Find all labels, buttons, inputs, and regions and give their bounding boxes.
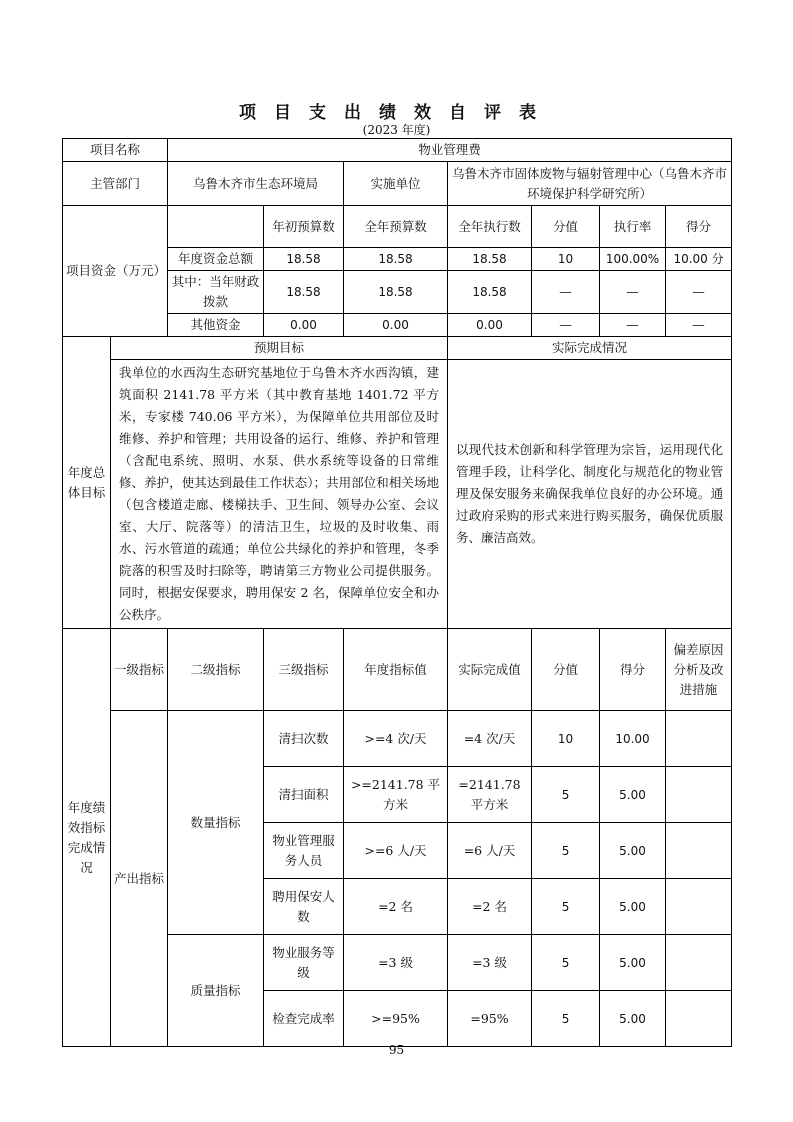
project-name-value: 物业管理费 [168, 139, 732, 162]
level2-indicator: 数量指标 [168, 711, 264, 935]
indicator-actual: =2141.78 平方米 [448, 767, 532, 823]
document-year: (2023 年度) [362, 123, 431, 137]
funds-cell: 0.00 [344, 314, 448, 337]
funds-row-label: 其他资金 [168, 314, 264, 337]
funds-header-blank [168, 206, 264, 248]
funds-cell: 18.58 [264, 271, 344, 314]
indicator-target: =2 名 [344, 879, 448, 935]
indicator-deviation [666, 767, 732, 823]
funds-cell: — [600, 314, 666, 337]
indicator-deviation [666, 991, 732, 1047]
funds-cell: 18.58 [264, 248, 344, 271]
funds-header: 分值 [532, 206, 600, 248]
document-title: 项目支出绩效自评表 [239, 103, 554, 123]
indicator-score: 5.00 [600, 767, 666, 823]
impl-label: 实施单位 [344, 162, 448, 206]
indicator-score-value: 5 [532, 823, 600, 879]
indicator-actual: =95% [448, 991, 532, 1047]
indicator-deviation [666, 935, 732, 991]
impl-value: 乌鲁木齐市固体废物与辐射管理中心（乌鲁木齐市环境保护科学研究所） [448, 162, 732, 206]
indicator-header: 二级指标 [168, 629, 264, 711]
indicator-target: >=95% [344, 991, 448, 1047]
funds-cell: — [532, 314, 600, 337]
indicator-target: >=4 次/天 [344, 711, 448, 767]
indicator-target: >=6 人/天 [344, 823, 448, 879]
indicator-score-value: 5 [532, 879, 600, 935]
indicator-actual: =3 级 [448, 935, 532, 991]
indicator-section-label: 年度绩效指标完成情况 [63, 629, 111, 1047]
funds-header: 年初预算数 [264, 206, 344, 248]
performance-table [62, 138, 732, 1047]
funds-cell: — [666, 314, 732, 337]
indicator-score: 5.00 [600, 991, 666, 1047]
level2-indicator: 质量指标 [168, 935, 264, 1047]
indicator-target: >=2141.78 平方米 [344, 767, 448, 823]
level3-indicator: 物业服务等级 [264, 935, 344, 991]
project-name-label: 项目名称 [63, 139, 168, 162]
indicator-header: 偏差原因分析及改进措施 [666, 629, 732, 711]
dept-value: 乌鲁木齐市生态环境局 [168, 162, 344, 206]
expected-goal-text: 我单位的水西沟生态研究基地位于乌鲁木齐水西沟镇，建筑面积 2141.78 平方米（其中教育基地 1401.72 平方米，专家楼 740.06 平方米），为保障单位共用部位及时维修、养护和管理；共用设备的运行、维修、养护和管理（含配电系统、照明、水泵、供水系统等设备的日常维修、养护，使其达到最佳工作状态）；共用部位和相关场地（包含楼道走廊、楼梯扶手、卫生间、领导办公室、会议室、大厅、院落等）的清洁卫生，垃圾的及时收集、雨水、污水管道的疏通；单位公共绿化的养护和管理，冬季院落的积雪及时扫除等，聘请第三方物业公司提供服务。同时，根据安保要求，聘用保安 2 名，保障单位安全和办公秩序。 [111, 360, 448, 629]
actual-completion-text: 以现代技术创新和科学管理为宗旨，运用现代化管理手段，让科学化、制度化与规范化的物业管理及保安服务来确保我单位良好的办公环境。通过政府采购的形式来进行购买服务，确保优质服务、廉洁高效。 [448, 360, 732, 629]
funds-cell: 18.58 [448, 271, 532, 314]
funds-cell: 18.58 [448, 248, 532, 271]
indicator-actual: =4 次/天 [448, 711, 532, 767]
funds-cell: 18.58 [344, 248, 448, 271]
level3-indicator: 清扫次数 [264, 711, 344, 767]
indicator-score: 5.00 [600, 935, 666, 991]
page-number: 95 [388, 1043, 405, 1057]
indicator-deviation [666, 823, 732, 879]
indicator-header: 年度指标值 [344, 629, 448, 711]
indicator-score-value: 5 [532, 935, 600, 991]
funds-cell: 0.00 [448, 314, 532, 337]
funds-header: 执行率 [600, 206, 666, 248]
level1-indicator: 产出指标 [111, 711, 168, 1047]
indicator-target: =3 级 [344, 935, 448, 991]
indicator-deviation [666, 711, 732, 767]
indicator-header: 分值 [532, 629, 600, 711]
indicator-header: 三级指标 [264, 629, 344, 711]
indicator-score-value: 10 [532, 711, 600, 767]
level3-indicator: 物业管理服务人员 [264, 823, 344, 879]
funds-header: 得分 [666, 206, 732, 248]
funds-cell: 100.00% [600, 248, 666, 271]
indicator-score: 5.00 [600, 823, 666, 879]
funds-cell: — [532, 271, 600, 314]
indicator-score: 5.00 [600, 879, 666, 935]
funds-row-label: 年度资金总额 [168, 248, 264, 271]
funds-header: 全年执行数 [448, 206, 532, 248]
funds-row-label: 其中：当年财政拨款 [168, 271, 264, 314]
funds-cell: 0.00 [264, 314, 344, 337]
funds-cell: — [666, 271, 732, 314]
indicator-score-value: 5 [532, 991, 600, 1047]
indicator-actual: =6 人/天 [448, 823, 532, 879]
funds-label: 项目资金（万元） [63, 206, 168, 337]
dept-label: 主管部门 [63, 162, 168, 206]
indicator-header: 一级指标 [111, 629, 168, 711]
goals-label: 年度总体目标 [63, 337, 111, 629]
indicator-deviation [666, 879, 732, 935]
funds-cell: 18.58 [344, 271, 448, 314]
level3-indicator: 聘用保安人数 [264, 879, 344, 935]
level3-indicator: 清扫面积 [264, 767, 344, 823]
indicator-header: 实际完成值 [448, 629, 532, 711]
expected-goal-header: 预期目标 [111, 337, 448, 360]
funds-cell: 10 [532, 248, 600, 271]
funds-cell: 10.00 分 [666, 248, 732, 271]
actual-completion-header: 实际完成情况 [448, 337, 732, 360]
indicator-score: 10.00 [600, 711, 666, 767]
funds-header: 全年预算数 [344, 206, 448, 248]
funds-cell: — [600, 271, 666, 314]
indicator-score-value: 5 [532, 767, 600, 823]
level3-indicator: 检查完成率 [264, 991, 344, 1047]
indicator-actual: =2 名 [448, 879, 532, 935]
indicator-header: 得分 [600, 629, 666, 711]
